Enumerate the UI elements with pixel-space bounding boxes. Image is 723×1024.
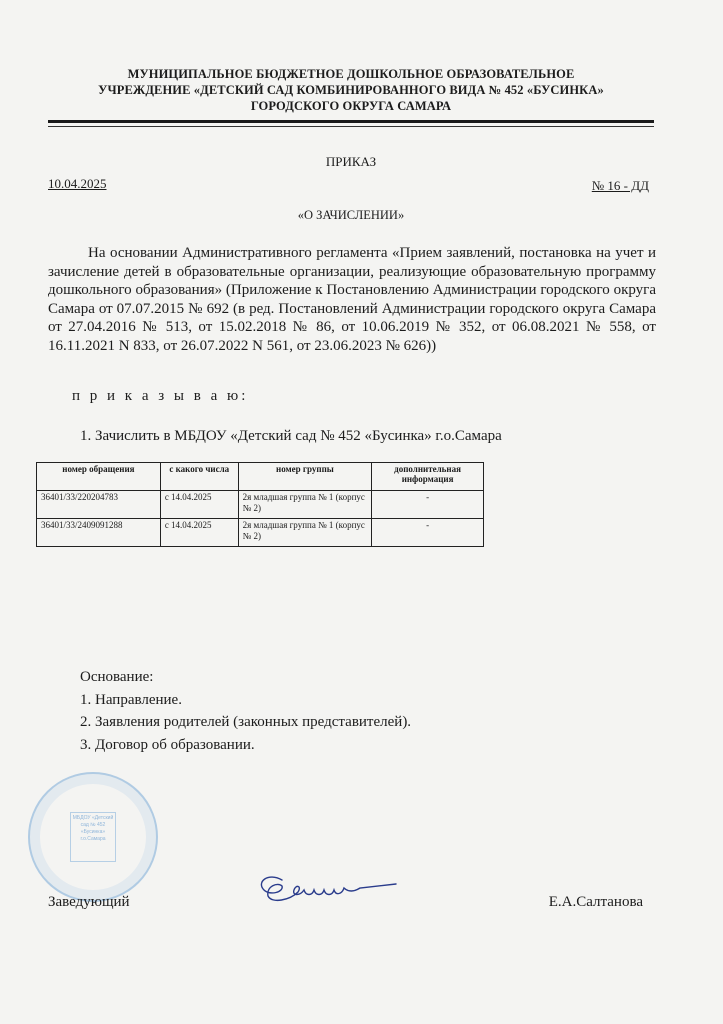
order-verb: п р и к а з ы в а ю: bbox=[72, 388, 249, 404]
basis-title: Основание: bbox=[80, 669, 154, 685]
table-row bbox=[37, 491, 484, 519]
stamp-center-text: МБДОУ «Детский сад № 452 «Бусинка» г.о.Самара bbox=[70, 812, 116, 862]
header-divider-thick bbox=[48, 120, 654, 123]
basis-item: 2. Заявления родителей (законных представителей). bbox=[80, 714, 412, 730]
header-line-1: МУНИЦИПАЛЬНОЕ БЮДЖЕТНОЕ ДОШКОЛЬНОЕ ОБРАЗОВАТЕЛЬНОЕ bbox=[127, 67, 575, 81]
col-header-group: номер группы bbox=[238, 463, 372, 491]
col-header-info: дополнительная информация bbox=[372, 463, 484, 491]
enrollment-table bbox=[36, 462, 484, 547]
handwritten-signature bbox=[238, 862, 408, 908]
enrollment-item: 1. Зачислить в МБДОУ «Детский сад № 452 «Бусинка» г.о.Самара bbox=[80, 428, 502, 444]
signatory-name: Е.А.Салтанова bbox=[548, 894, 643, 910]
institution-header bbox=[48, 66, 654, 114]
signatory-role: Заведующий bbox=[48, 894, 130, 910]
cell-request: 36401/33/2409091288 bbox=[37, 519, 161, 547]
table-header-row bbox=[37, 463, 484, 491]
cell-group: 2я младшая группа № 1 (корпус № 2) bbox=[238, 519, 372, 547]
table-row bbox=[37, 519, 484, 547]
body-paragraph: На основании Административного регламента «Прием заявлений, постановка на учет и зачисление детей в образовательные организации, реализующие образовательную программу дошкольного образования» (Приложение к Постановлению Администрации городского округа Самара от 07.07.2015 № 692 (в ред. Постановлений Администрации городского округа Самара от 27.04.2016 № 513, от 15.02.2018 № 86, от 10.06.2019 № 352, от 06.08.2021 № 558, от 16.11.2021 N 833, от 26.07.2022 N 561, от 23.06.2023 № 626)) bbox=[48, 245, 656, 354]
basis-item: 3. Договор об образовании. bbox=[80, 736, 255, 753]
cell-request: 36401/33/220204783 bbox=[37, 491, 161, 519]
header-line-2: УЧРЕЖДЕНИЕ «ДЕТСКИЙ САД КОМБИНИРОВАННОГО ВИДА № 452 «БУСИНКА» bbox=[98, 83, 604, 97]
col-header-request: номер обращения bbox=[37, 463, 161, 491]
header-divider-thin bbox=[48, 126, 654, 127]
cell-group: 2я младшая группа № 1 (корпус № 2) bbox=[238, 491, 372, 519]
cell-info: - bbox=[372, 491, 484, 519]
cell-from: с 14.04.2025 bbox=[160, 519, 238, 547]
basis-section bbox=[80, 666, 411, 756]
order-subject: «О ЗАЧИСЛЕНИИ» bbox=[297, 208, 405, 222]
basis-item: 1. Направление. bbox=[80, 691, 182, 708]
cell-from: с 14.04.2025 bbox=[160, 491, 238, 519]
document-title: ПРИКАЗ bbox=[325, 154, 377, 169]
col-header-from: с какого числа bbox=[160, 463, 238, 491]
official-stamp bbox=[28, 772, 158, 902]
order-number: № 16 - ДД bbox=[591, 178, 649, 193]
order-date: 10.04.2025 bbox=[48, 176, 107, 191]
header-line-3: ГОРОДСКОГО ОКРУГА САМАРА bbox=[250, 99, 452, 113]
cell-info: - bbox=[372, 519, 484, 547]
